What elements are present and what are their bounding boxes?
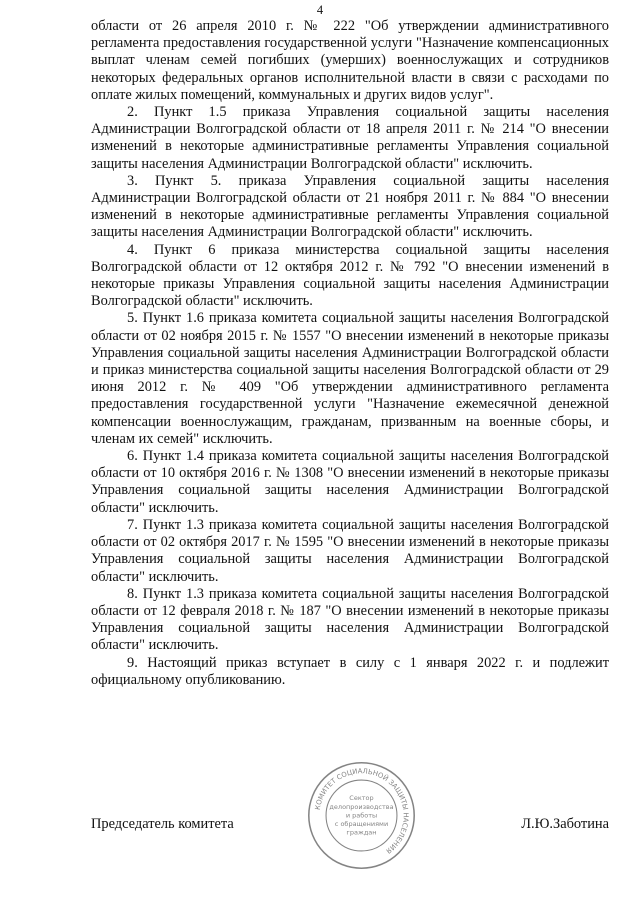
stamp-ring-text: КОМИТЕТ СОЦИАЛЬНОЙ ЗАЩИТЫ НАСЕЛЕНИЯ (313, 767, 410, 855)
list-item: 2. Пункт 1.5 приказа Управления социальной защиты населения Администрации Волгоградской области от 18 апреля 2011 г. № 214 "О внесении изменений в некоторые административные регламенты Управления социальной защиты населения Администрации Волгоградской области" исключить. (91, 104, 609, 172)
list-item: 4. Пункт 6 приказа министерства социальной защиты населения Волгоградской области от 12 октября 2012 г. № 792 "О внесении изменений в некоторые приказы Управления социальной защиты населения Администрации Волгоградской области" исключить. (91, 241, 609, 310)
stamp-center-line: делопроизводства (329, 802, 394, 811)
list-item: 7. Пункт 1.3 приказа комитета социальной защиты населения Волгоградской области от 02 октября 2017 г. № 1595 "О внесении изменений в некоторые приказы Управления социальной защиты населения Администрации Волгоградской области" исключить. (91, 516, 609, 585)
page-number: 4 (316, 3, 324, 17)
list-item: 3. Пункт 5. приказа Управления социальной защиты населения Администрации Волгоградской области от 21 ноября 2011 г. № 884 "О внесении изменений в некоторые административные регламенты Управления социальной защиты населения Администрации Волгоградской области" исключить. (91, 172, 609, 241)
stamp-center-line: граждан (346, 828, 377, 837)
stamp-center-line: Сектор (349, 794, 374, 803)
stamp-center-line: и работы (345, 811, 378, 820)
document-body (91, 18, 609, 689)
stamp-center-text (329, 794, 393, 837)
list-item: 8. Пункт 1.3 приказа комитета социальной защиты населения Волгоградской области от 12 февраля 2018 г. № 187 "О внесении изменений в некоторые приказы Управления социальной защиты населения Администрации Волгоградской области" исключить. (91, 585, 609, 654)
signer-name: Л.Ю.Заботина (521, 816, 609, 832)
list-item: 9. Настоящий приказ вступает в силу с 1 января 2022 г. и подлежит официальному опубликованию. (91, 654, 609, 688)
list-item: 6. Пункт 1.4 приказа комитета социальной защиты населения Волгоградской области от 10 октября 2016 г. № 1308 "О внесении изменений в некоторые приказы Управления социальной защиты населения Администрации Волгоградской области" исключить. (91, 448, 609, 516)
paragraph-continuation: области от 26 апреля 2010 г. № 222 "Об утверждении административного регламента предоставления государственной услуги "Назначение компенсационных выплат членам семей погибших (умерших) военнослужащих и сотрудников некоторых федеральных органов исполнительной власти в связи с расходами по оплате жилых помещений, коммунальных и других видов услуг". (91, 18, 609, 103)
list-item: 5. Пункт 1.6 приказа комитета социальной защиты населения Волгоградской области от 02 ноября 2015 г. № 1557 "О внесении изменений в некоторые приказы Управления социальной защиты населения Администрации Волгоградской области и приказ министерства социальной защиты населения Волгоградской области от 29 июня 2012 г. № 409 "Об утверждении административного регламента предоставления государственной услуги "Назначение ежемесячной денежной компенсации военнослужащим, гражданам, призванным на военные сборы, и членам их семей" исключить. (91, 310, 609, 447)
signer-position: Председатель комитета (91, 816, 234, 832)
official-stamp (304, 758, 419, 873)
stamp-center-line: с обращениями (334, 820, 389, 829)
